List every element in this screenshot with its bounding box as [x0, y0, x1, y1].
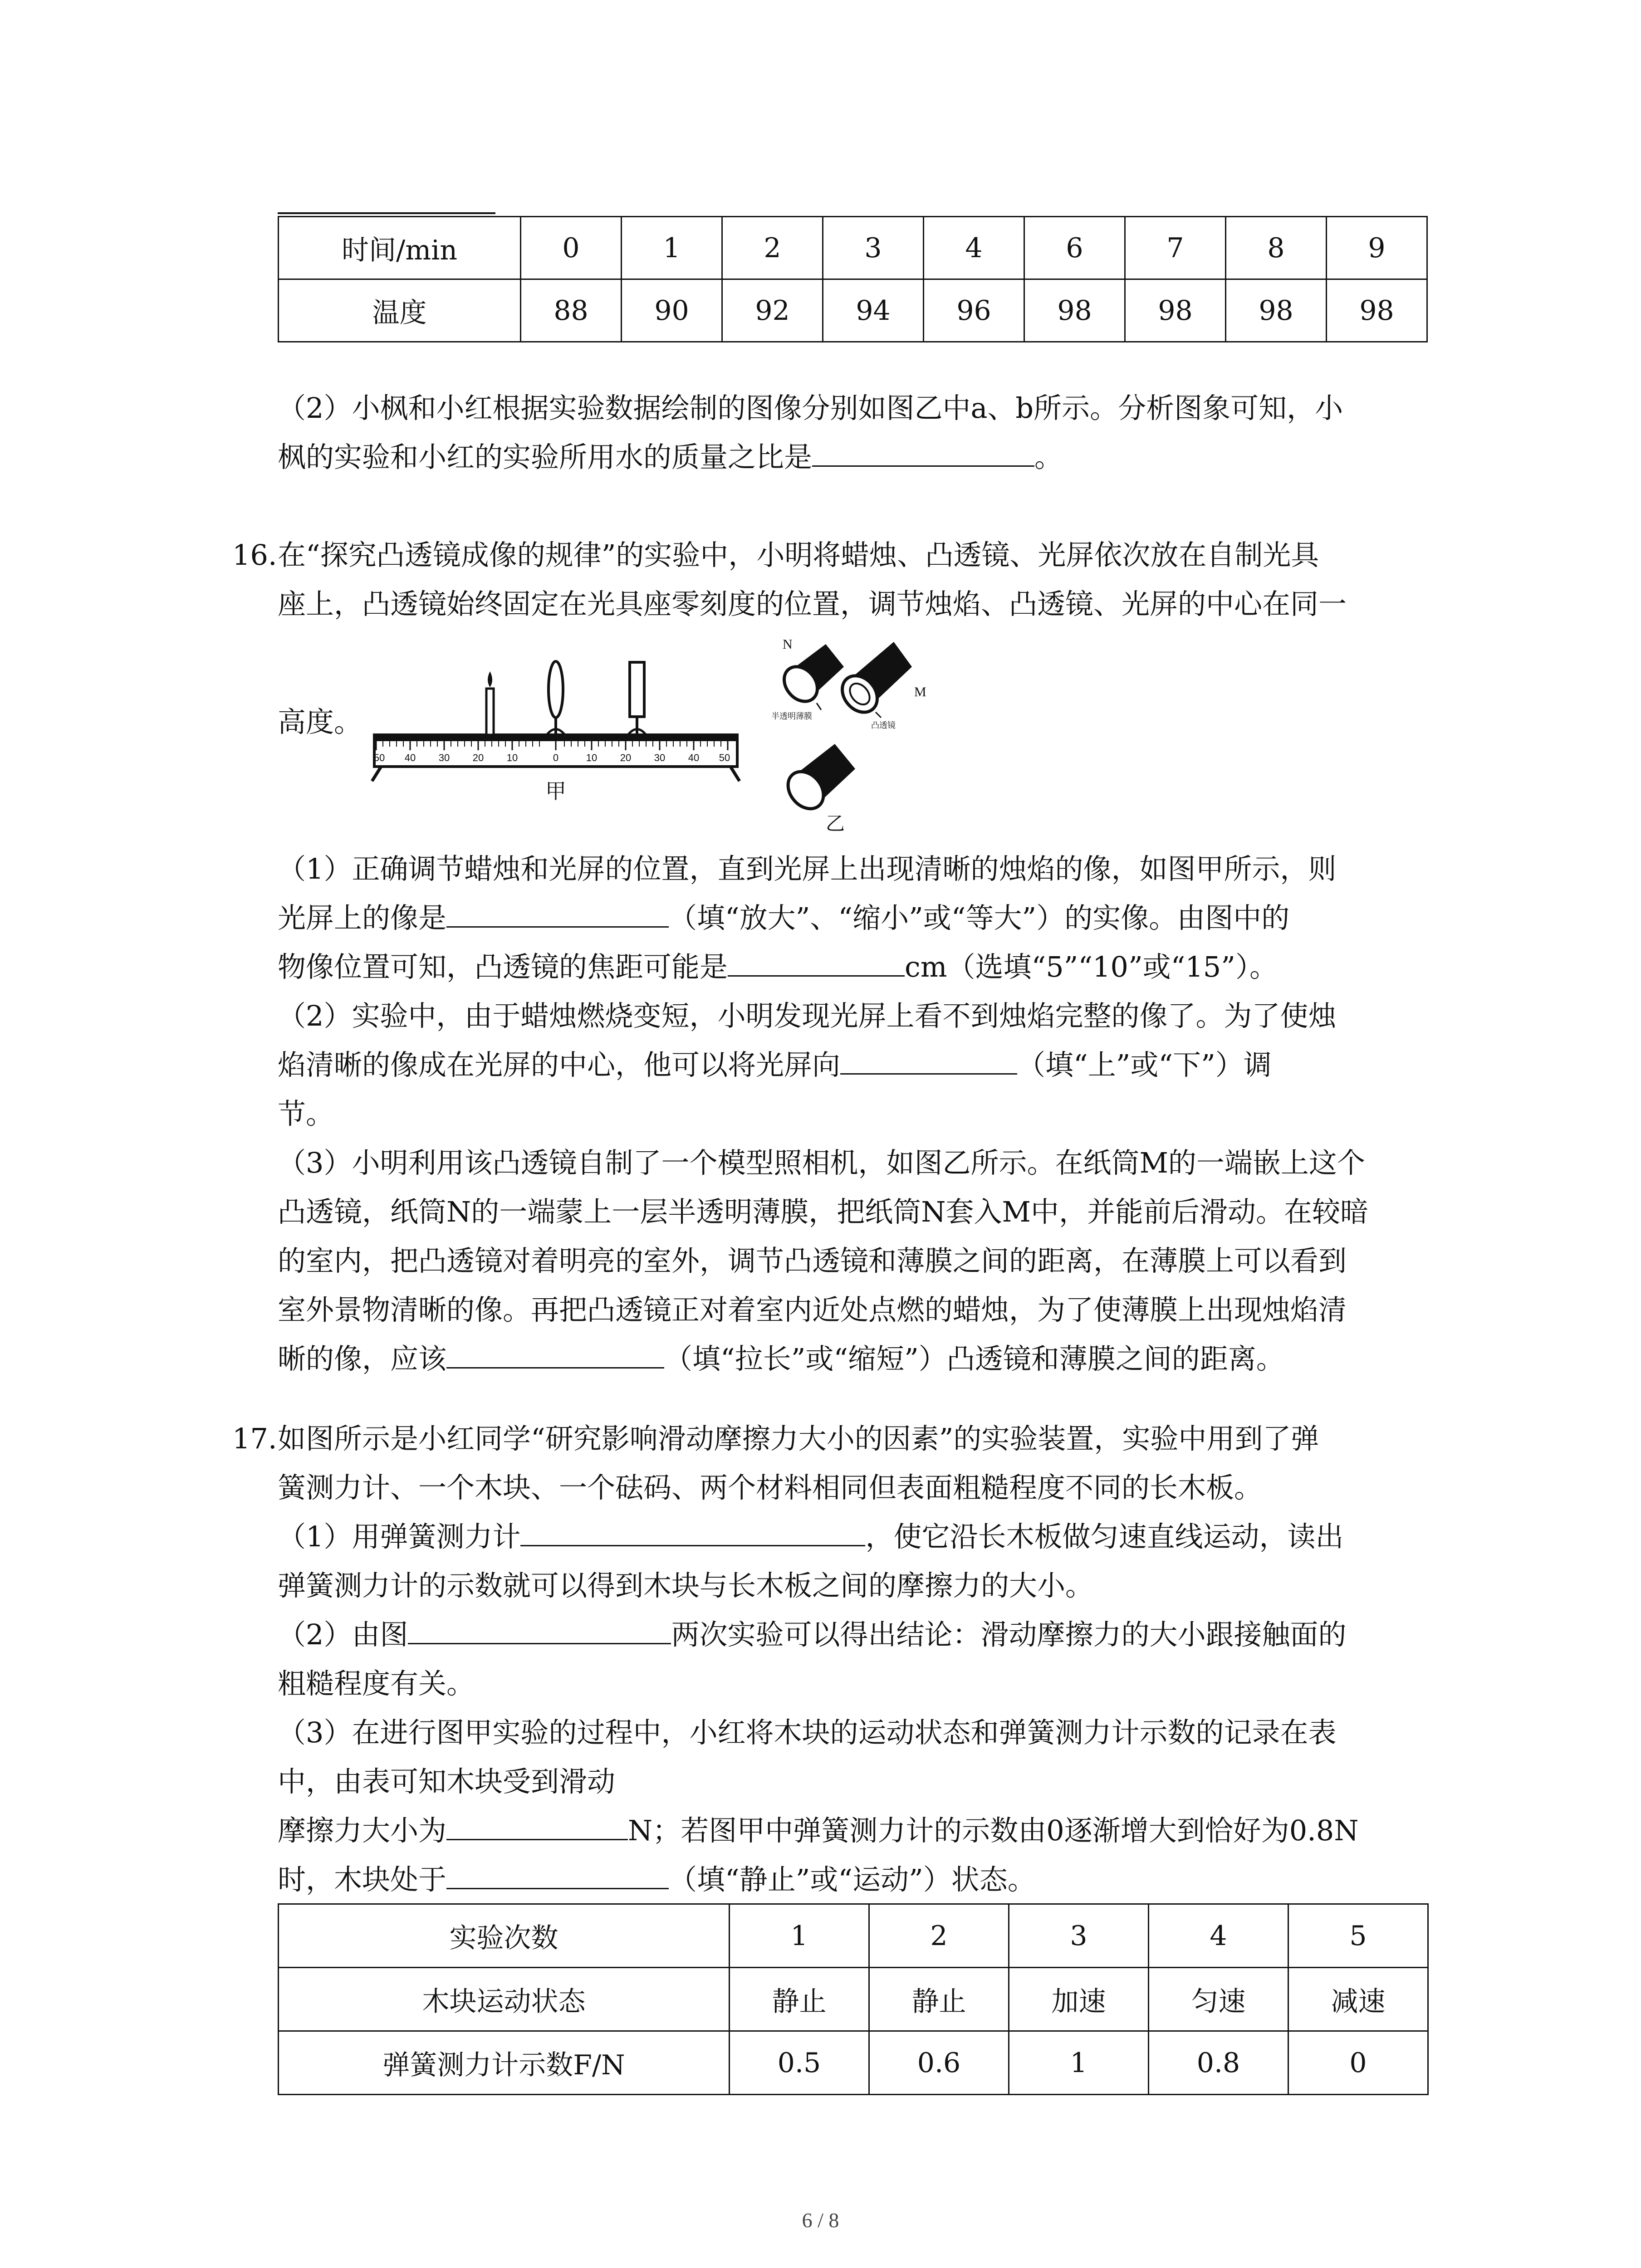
table-row	[279, 2031, 1428, 2095]
figure-jia-label: 甲	[545, 779, 566, 803]
row-label-time: 时间/min	[279, 217, 521, 279]
table-cell: 1	[730, 1904, 869, 1968]
q17-p3-text: 摩擦力大小为	[278, 1814, 447, 1847]
ruler-tick-label: 30	[654, 752, 666, 763]
friction-experiment-table	[278, 1903, 1429, 2095]
q16-stem-line3: 高度。	[278, 705, 362, 738]
page-number: 6 / 8	[802, 2209, 839, 2232]
ruler-tick-label: 20	[620, 752, 632, 763]
q16-p1-line1: （1）正确调节蜡烛和光屏的位置，直到光屏上出现清晰的烛焰的像，如图甲所示，则	[278, 852, 1337, 885]
table-cell: 0.6	[869, 2031, 1009, 2095]
q16-p1-line2	[278, 894, 1289, 942]
paper-tube-camera-figure	[762, 631, 953, 839]
answer-blank[interactable]	[840, 1041, 1017, 1075]
ruler-tick-label: 40	[688, 752, 700, 763]
table-cell: 7	[1125, 217, 1226, 279]
table-row	[279, 1968, 1428, 2031]
tube-n-icon	[777, 644, 844, 708]
ruler-tick-label: 50	[719, 752, 730, 763]
table-row	[279, 1904, 1428, 1968]
table-cell: 4	[1149, 1904, 1288, 1968]
q17-stem-line2: 簧测力计、一个木块、一个砝码、两个材料相同但表面粗糙程度不同的长木板。	[278, 1471, 1263, 1504]
table-cell: 88	[521, 279, 622, 342]
table-cell: 94	[823, 279, 924, 342]
table-cell: 0.8	[1149, 2031, 1288, 2095]
ruler-tick-label: 40	[404, 752, 416, 763]
table-cell: 90	[622, 279, 722, 342]
table-cell: 0	[1288, 2031, 1428, 2095]
question-number-16: 16.	[232, 538, 277, 572]
row-label-trial: 实验次数	[279, 1904, 730, 1968]
q17-p2-line2: 粗糙程度有关。	[278, 1667, 475, 1700]
answer-blank[interactable]	[446, 1856, 669, 1889]
q17-p3-text-post: （填“静止”或“运动”）状态。	[669, 1863, 1036, 1896]
table-cell: 2	[722, 217, 823, 279]
q15-part2-end: 。	[1034, 440, 1063, 474]
table-cell: 6	[1024, 217, 1125, 279]
row-label-state: 木块运动状态	[279, 1968, 730, 2031]
answer-blank[interactable]	[408, 1611, 671, 1644]
q15-part2-line2	[278, 434, 1063, 481]
q17-p3-line1: （3）在进行图甲实验的过程中，小红将木块的运动状态和弹簧测力计示数的记录在表	[278, 1716, 1337, 1749]
q15-part2-line1: （2）小枫和小红根据实验数据绘制的图像分别如图乙中a、b所示。分析图象可知，小	[278, 391, 1343, 425]
question-number-17: 17.	[232, 1422, 277, 1455]
ruler-tick-label: 10	[506, 752, 518, 763]
time-temperature-table	[278, 216, 1428, 342]
table-cell: 静止	[869, 1968, 1009, 2031]
table-cell: 98	[1125, 279, 1226, 342]
q15-part2-text: 枫的实验和小红的实验所用水的质量之比是	[278, 440, 813, 474]
row-label-reading: 弹簧测力计示数F/N	[279, 2031, 730, 2095]
answer-blank[interactable]	[446, 1335, 664, 1369]
q17-p2-text-post: 两次实验可以得出结论：滑动摩擦力的大小跟接触面的	[671, 1618, 1347, 1651]
ruler-tick-label: 20	[472, 752, 484, 763]
q17-p2-line1	[278, 1611, 1346, 1658]
answer-blank[interactable]	[520, 1513, 865, 1546]
q17-p1-text-post: ，使它沿长木板做匀速直线运动，读出	[865, 1520, 1344, 1553]
table-cell: 98	[1024, 279, 1125, 342]
table-cell: 3	[1009, 1904, 1149, 1968]
table-cell: 8	[1226, 217, 1327, 279]
row-label-temperature: 温度	[279, 279, 521, 342]
ruler-tick-label: 50	[373, 752, 385, 763]
table-cell: 静止	[730, 1968, 869, 2031]
table-cell: 3	[823, 217, 924, 279]
q16-p2-line1: （2）实验中，由于蜡烛燃烧变短，小明发现光屏上看不到烛焰完整的像了。为了使烛	[278, 999, 1337, 1032]
q16-p3-line5	[278, 1335, 1284, 1383]
table-row	[279, 217, 1427, 279]
table-cell: 加速	[1009, 1968, 1149, 2031]
q17-p3-line2: 中，由表可知木块受到滑动	[278, 1765, 616, 1798]
q17-p3-line4	[278, 1856, 1036, 1903]
table-cell: 5	[1288, 1904, 1428, 1968]
answer-blank[interactable]	[446, 894, 669, 928]
q16-p3-text: 晰的像，应该	[278, 1342, 447, 1375]
q16-p1-line3	[278, 943, 1278, 991]
q16-p2-line3: 节。	[278, 1097, 334, 1130]
top-rule	[278, 212, 495, 214]
answer-blank[interactable]	[446, 1807, 628, 1840]
q17-p1-line2: 弹簧测力计的示数就可以得到木块与长木板之间的摩擦力的大小。	[278, 1569, 1094, 1602]
q16-p3-line1: （3）小明利用该凸透镜自制了一个模型照相机，如图乙所示。在纸筒M的一端嵌上这个	[278, 1146, 1365, 1179]
q16-p1-text-post: （填“放大”、“缩小”或“等大”）的实像。由图中的	[669, 901, 1290, 934]
q17-p1-text: （1）用弹簧测力计	[278, 1520, 521, 1553]
q17-p3-text: 时，木块处于	[278, 1863, 447, 1896]
ruler-tick-label: 0	[553, 752, 559, 763]
answer-blank[interactable]	[728, 943, 905, 977]
table-cell: 1	[1009, 2031, 1149, 2095]
q16-stem-line2: 座上，凸透镜始终固定在光具座零刻度的位置，调节烛焰、凸透镜、光屏的中心在同一	[278, 587, 1347, 621]
q17-stem-line1: 如图所示是小红同学“研究影响滑动摩擦力大小的因素”的实验装置，实验中用到了弹	[278, 1422, 1319, 1455]
q16-p1-text: 物像位置可知，凸透镜的焦距可能是	[278, 950, 728, 983]
tube-m-icon	[835, 642, 912, 719]
table-cell: 4	[924, 217, 1024, 279]
table-cell: 98	[1327, 279, 1427, 342]
q16-stem-line1: 在“探究凸透镜成像的规律”的实验中，小明将蜡烛、凸透镜、光屏依次放在自制光具	[278, 538, 1319, 572]
q17-p2-text: （2）由图	[278, 1618, 408, 1651]
table-cell: 9	[1327, 217, 1427, 279]
q16-p3-line2: 凸透镜，纸筒N的一端蒙上一层半透明薄膜，把纸筒N套入M中，并能前后滑动。在较暗	[278, 1195, 1368, 1228]
q16-p2-text: 焰清晰的像成在光屏的中心，他可以将光屏向	[278, 1048, 841, 1081]
figure-yi-label: 乙	[826, 812, 845, 835]
q16-p3-text-post: （填“拉长”或“缩短”）凸透镜和薄膜之间的距离。	[664, 1342, 1284, 1375]
figure-m-label: M	[914, 684, 926, 699]
q17-p3-text-post: N；若图甲中弹簧测力计的示数由0逐渐增大到恰好为0.8N	[628, 1814, 1359, 1847]
table-cell: 0	[521, 217, 622, 279]
q17-p1-line1	[278, 1513, 1343, 1560]
table-cell: 98	[1226, 279, 1327, 342]
table-cell: 1	[622, 217, 722, 279]
q16-p2-text-post: （填“上”或“下”）调	[1017, 1048, 1272, 1081]
table-cell: 减速	[1288, 1968, 1428, 2031]
table-row	[279, 279, 1427, 342]
table-cell: 92	[722, 279, 823, 342]
optical-bench-figure	[363, 653, 762, 807]
q16-p3-line4: 室外景物清晰的像。再把凸透镜正对着室内近处点燃的蜡烛，为了使薄膜上出现烛焰清	[278, 1293, 1347, 1326]
table-cell: 匀速	[1149, 1968, 1288, 2031]
q16-p1-text: 光屏上的像是	[278, 901, 447, 934]
q16-p3-line3: 的室内，把凸透镜对着明亮的室外，调节凸透镜和薄膜之间的距离，在薄膜上可以看到	[278, 1244, 1347, 1277]
answer-blank[interactable]	[812, 434, 1034, 467]
figure-film-label: 半透明薄膜	[771, 712, 812, 721]
table-cell: 96	[924, 279, 1024, 342]
table-cell: 2	[869, 1904, 1009, 1968]
ruler-tick-label: 10	[586, 752, 598, 763]
ruler-tick-label: 30	[438, 752, 450, 763]
figure-lens-label: 凸透镜	[871, 721, 896, 730]
figure-n-label: N	[783, 637, 793, 652]
q16-p1-text-post: cm（选填“5”“10”或“15”）。	[905, 950, 1278, 983]
q16-p2-line2	[278, 1041, 1272, 1089]
q17-p3-line3	[278, 1807, 1359, 1854]
assembled-tube-icon	[781, 744, 855, 816]
table-cell: 0.5	[730, 2031, 869, 2095]
